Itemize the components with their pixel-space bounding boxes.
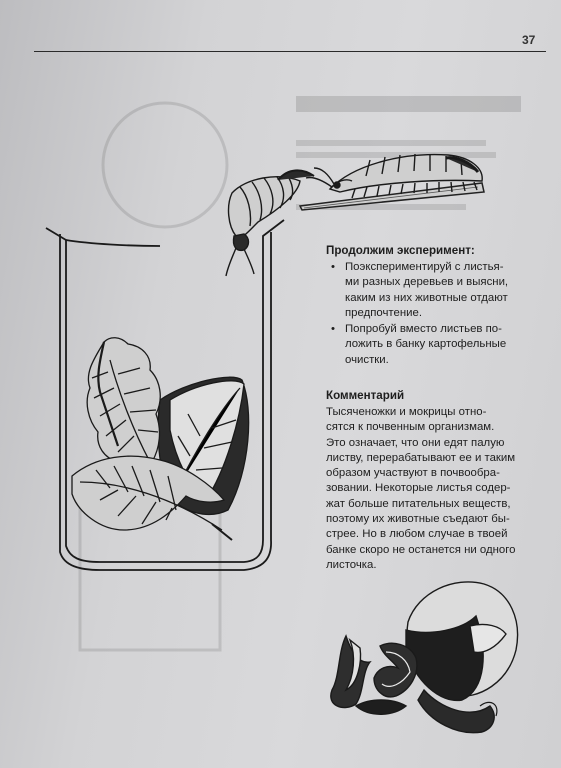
glass-jar-icon	[46, 220, 284, 570]
potato-peels-icon	[331, 582, 518, 733]
experiment-section	[326, 243, 531, 369]
commentary-text: Тысяченожки и мокрицы отно- сятся к почвенным организмам. Это означает, что они едят палую листву, перерабатывают ее и таким образом участвуют в почвообра- зовании. Некоторые листья содер- жат больше питательных веществ, поэтому их животные съедают бы- стрее. Но в любом случае в твоей банке скоро не останется ни одного листочка.	[326, 406, 516, 571]
commentary-section	[326, 388, 531, 573]
commentary-heading: Комментарий	[326, 389, 405, 402]
shelf-plank-icon	[300, 183, 484, 210]
experiment-heading: Продолжим эксперимент:	[326, 244, 475, 257]
list-item-text: Поэкспериментируй с листья- ми разных деревьев и выясни, каким из них животные отдают предпочтение.	[345, 261, 509, 319]
bullet: •	[331, 261, 335, 273]
experiment-list	[326, 260, 531, 368]
list-item	[326, 322, 531, 368]
list-item-text: Попробуй вместо листьев по- ложить в банку картофельные очистки.	[345, 323, 507, 366]
page-number: 37	[522, 33, 536, 47]
leaves-icon	[72, 338, 249, 540]
bullet: •	[331, 323, 335, 336]
list-item	[326, 260, 531, 321]
woodlouse-icon	[226, 170, 314, 276]
